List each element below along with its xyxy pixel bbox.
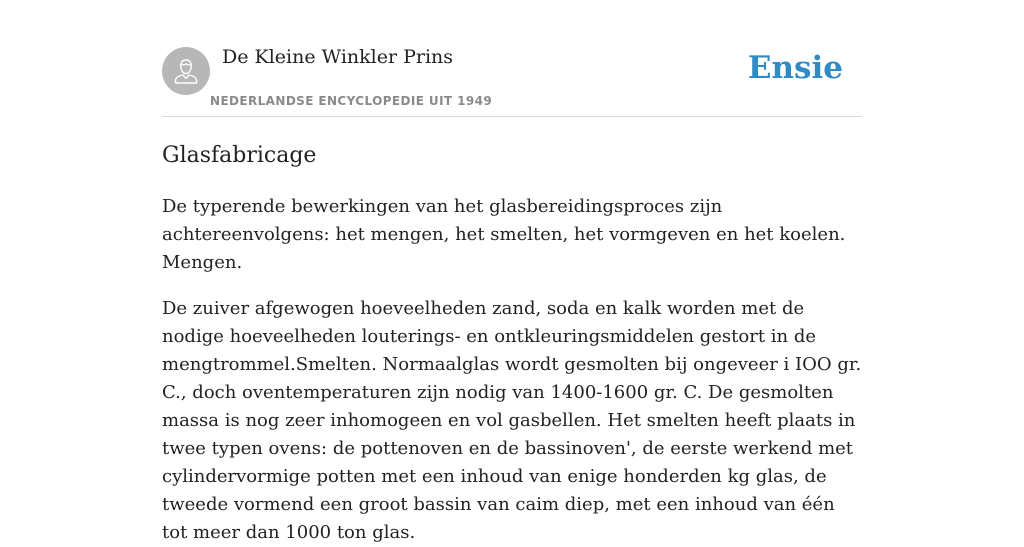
user-avatar-icon — [171, 56, 201, 86]
source-title[interactable]: De Kleine Winkler Prins — [222, 46, 454, 68]
page — [162, 0, 862, 547]
entry-title: Glasfabricage — [162, 143, 317, 168]
entry-paragraph: De zuiver afgewogen hoeveelheden zand, soda en kalk worden met de nodige hoeveelheden louterings- en ontkleuringsmiddelen gestort in de mengtrommel.Smelten. Normaalglas wordt gesmolten bij ongeveer i IOO gr. C., doch oventemperaturen zijn nodig van 1400-1600 gr. C. De gesmolten massa is nog zeer inhomogeen en vol gasbellen. Het smelten heeft plaats in twee typen ovens: de pottenoven en de bassinoven', de eerste werkend met cylindervormige potten met een inhoud van enige honderden kg glas, de tweede vormend een groot bassin van caim diep, met een inhoud van één tot meer dan 1000 ton glas. — [162, 298, 862, 543]
entry-paragraph: De typerende bewerkingen van het glasbereidingsproces zijn achtereenvolgens: het mengen, het smelten, het vormgeven en het koelen. Mengen. — [162, 196, 846, 273]
source-avatar[interactable] — [162, 47, 210, 95]
source-header — [162, 0, 862, 117]
brand-logo[interactable]: Ensie — [747, 50, 843, 86]
source-subtitle: NEDERLANDSE ENCYCLOPEDIE UIT 1949 — [210, 94, 493, 108]
